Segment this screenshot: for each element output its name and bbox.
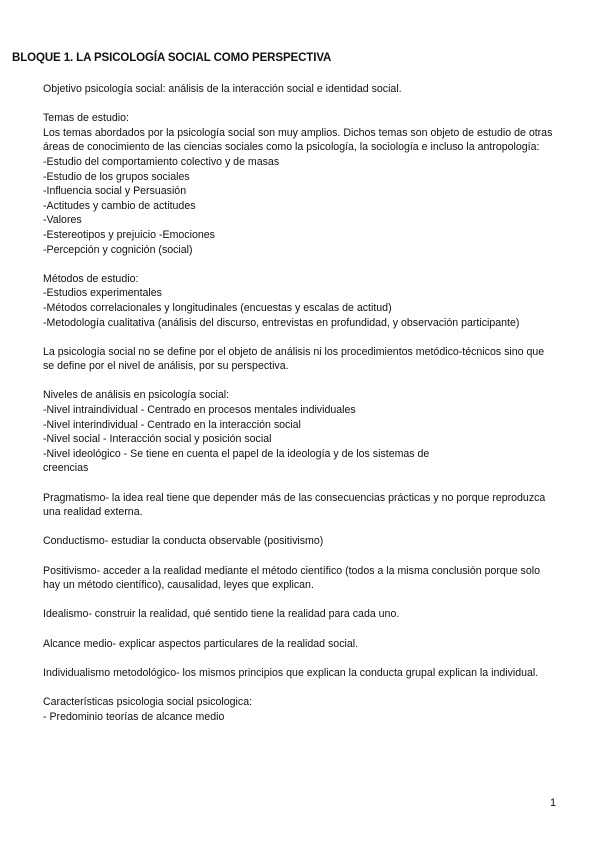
- metodos-heading: Métodos de estudio:: [43, 272, 139, 285]
- idealismo-paragraph: Idealismo- construir la realidad, qué sentido tiene la realidad para cada uno.: [43, 608, 400, 621]
- list-item: -Metodología cualitativa (análisis del discurso, entrevistas en profundidad, y observación participante): [43, 316, 520, 329]
- alcance-paragraph: Alcance medio- explicar aspectos particulares de la realidad social.: [43, 637, 359, 650]
- list-item: -Nivel ideológico - Se tiene en cuenta el papel de la ideología y de los sistemas de: [43, 447, 430, 460]
- list-item: -Percepción y cognición (social): [43, 243, 193, 256]
- list-item: -Valores: [43, 214, 82, 227]
- positivismo-paragraph: Positivismo- acceder a la realidad mediante el método científico (todos a la misma conclusión porque solo hay un método científico), causalidad, leyes que explican.: [43, 564, 540, 592]
- objetivo-paragraph: Objetivo psicología social: análisis de la interacción social e identidad social.: [43, 83, 402, 95]
- list-item: -Actitudes y cambio de actitudes: [43, 199, 196, 212]
- list-item: -Nivel interindividual - Centrado en la interacción social: [43, 418, 301, 431]
- temas-intro: Los temas abordados por la psicología social son muy amplios. Dichos temas son objeto de estudio de otras áreas de conocimiento de las ciencias sociales como la psicología, la sociología e incluso la antropología:: [43, 126, 553, 154]
- document-body: [43, 82, 558, 724]
- list-item: -Estereotipos y prejuicio -Emociones: [43, 228, 215, 241]
- list-item: -Estudio del comportamiento colectivo y de masas: [43, 155, 280, 168]
- page-title: BLOQUE 1. LA PSICOLOGÍA SOCIAL COMO PERSPECTIVA: [12, 52, 332, 64]
- list-item: -Nivel social - Interacción social y posición social: [43, 433, 272, 446]
- individualismo-paragraph: Individualismo metodológico- los mismos principios que explican la conducta grupal explican la individual.: [43, 666, 539, 679]
- temas-heading: Temas de estudio:: [43, 112, 129, 125]
- niveles-heading: Niveles de análisis en psicología social:: [43, 389, 230, 402]
- perspectiva-paragraph: La psicología social no se define por el objeto de análisis ni los procedimientos metódico-técnicos sino que se define por el nivel de análisis, por su perspectiva.: [43, 345, 545, 373]
- caracteristicas-heading: Características psicologia social psicologica:: [43, 695, 253, 708]
- list-item: -Métodos correlacionales y longitudinales (encuestas y escalas de actitud): [43, 301, 392, 314]
- list-item: creencias: [43, 462, 89, 475]
- list-item: -Estudio de los grupos sociales: [43, 170, 190, 183]
- list-item: -Estudios experimentales: [43, 287, 162, 300]
- pragmatismo-paragraph: Pragmatismo- la idea real tiene que depender más de las consecuencias prácticas y no porque reproduzca una realidad externa.: [43, 491, 546, 519]
- list-item: -Nivel intraindividual - Centrado en procesos mentales individuales: [43, 404, 356, 417]
- list-item: -Influencia social y Persuasión: [43, 185, 187, 198]
- list-item: - Predominio teorías de alcance medio: [43, 710, 225, 723]
- page-number: 1: [550, 797, 557, 809]
- conductismo-paragraph: Conductismo- estudiar la conducta observable (positivismo): [43, 535, 324, 548]
